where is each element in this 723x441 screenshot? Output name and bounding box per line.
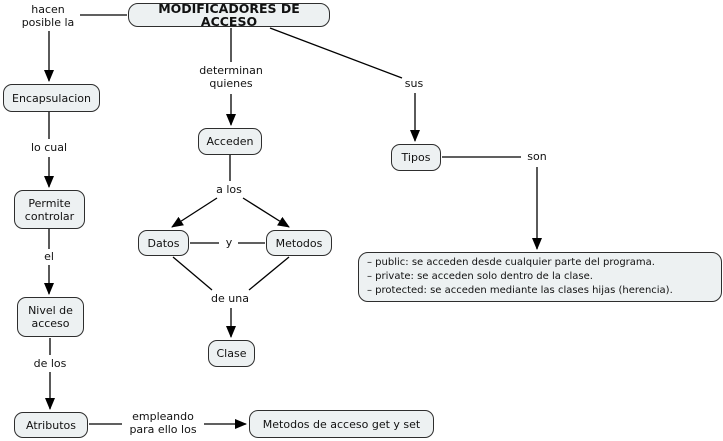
node-nivel-de-acceso: Nivel de acceso [17, 297, 84, 337]
node-permite-controlar: Permite controlar [14, 190, 85, 229]
node-datos: Datos [138, 230, 189, 256]
node-clase: Clase [208, 340, 255, 367]
link-label-de-una: de una [211, 292, 249, 305]
connector-datos-to-deuna [173, 257, 212, 290]
tipos-detalle-line-protected: – protected: se acceden mediante las clases hijas (herencia). [367, 285, 673, 296]
link-label-son: son [527, 150, 547, 163]
node-modificadores-de-acceso: MODIFICADORES DE ACCESO [128, 3, 330, 27]
connector-title-to-sus [270, 28, 402, 78]
link-label-de-los: de los [33, 357, 67, 370]
node-acceden: Acceden [198, 128, 262, 155]
link-label-el: el [44, 250, 54, 263]
link-label-lo-cual: lo cual [30, 141, 68, 154]
connector-alos-to-datos [172, 198, 217, 227]
node-tipos: Tipos [391, 144, 441, 171]
connector-metodos-to-deuna [249, 257, 289, 290]
node-atributos: Atributos [14, 412, 88, 438]
link-label-determinan-quienes: determinan quienes [199, 64, 263, 90]
link-label-a-los: a los [216, 183, 242, 196]
node-encapsulacion: Encapsulacion [3, 84, 100, 112]
link-label-empleando-para-ello-los: empleando para ello los [129, 410, 197, 436]
connector-alos-to-metodos [243, 198, 289, 227]
link-label-y: y [225, 236, 233, 249]
link-label-sus: sus [404, 77, 424, 90]
node-metodos: Metodos [266, 230, 332, 256]
link-label-hacen-posible-la: hacen posible la [21, 3, 75, 29]
node-metodos-get-set: Metodos de acceso get y set [249, 410, 434, 438]
node-tipos-detalle [358, 252, 722, 302]
tipos-detalle-line-private: – private: se acceden solo dentro de la clase. [367, 271, 593, 282]
tipos-detalle-line-public: – public: se acceden desde cualquier parte del programa. [367, 257, 655, 268]
